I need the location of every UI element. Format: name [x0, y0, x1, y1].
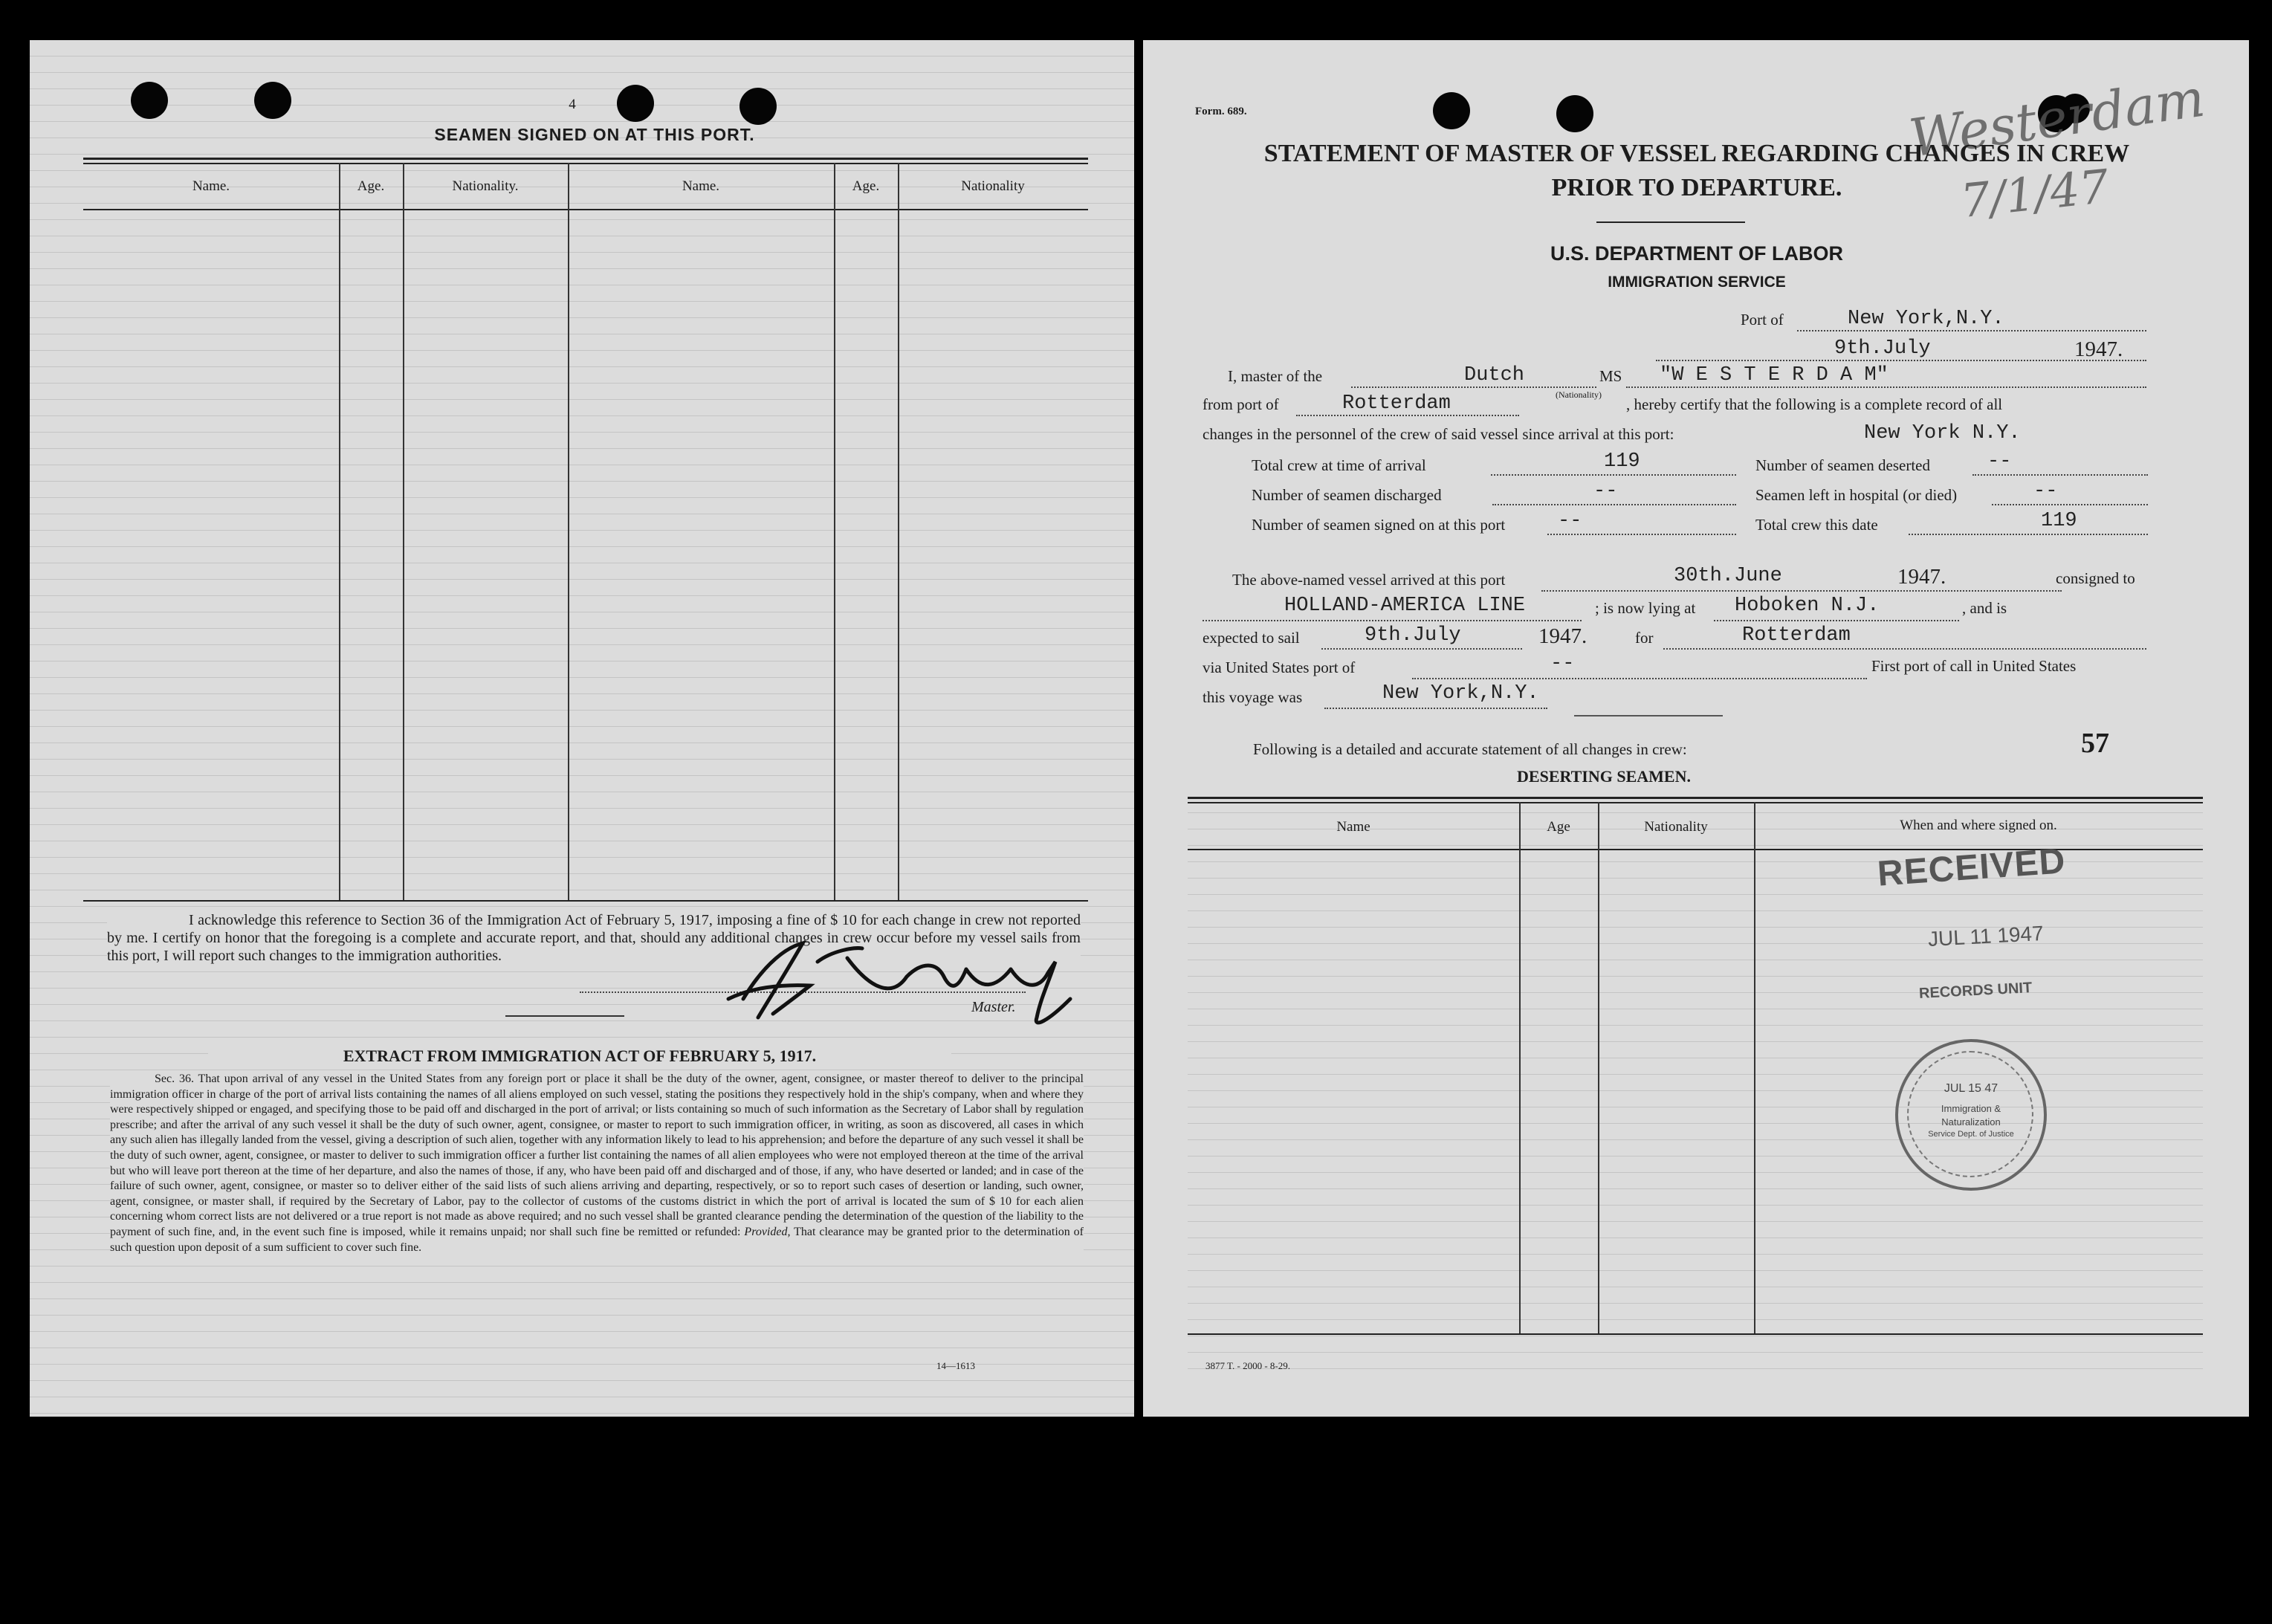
sail-date-field: 9th.July [1365, 624, 1461, 647]
column-header-age: Age [1547, 819, 1570, 835]
via-port-field: -- [1550, 653, 1575, 675]
column-header-age: Age. [852, 178, 880, 194]
column-header-age: Age. [357, 178, 385, 194]
master-signature [699, 917, 1115, 1036]
extract-text: Sec. 36. That upon arrival of any vessel in the United States from any foreign port or place it shall be the duty of the owner, agent, consignee, or master thereof to deliver to the principal immigration officer in charge of the port of arrival lists containing the names of all aliens employed on such vessel, stating the positions they respectively hold in the ship's company, when and where they were respectively shipped or engaged, and specifying those to be paid off and discharged in the port of arrival; or lists containing so much of such information as the Secretary of Labor shall by regulation prescribe; and after the arrival of any such vessel it shall be the duty of such owner, agent, consignee, or master to report to such immigration officer, in writing, as soon as discovered, all cases in which any such alien has illegally landed from the vessel, giving a description of such alien, together with any information likely to lead to his apprehension; and before the departure of any such vessel it shall be the duty of such owner, agent, consignee, or master to deliver to such immigration officer a further list containing the names of all alien employees who were not employed thereon at the time of the arrival but who will leave port thereon at the time of her departure, and also the names of those, if any, who have been paid off and discharged and of those, if any, who have deserted or landed; and in case of the failure of such owner, agent, consignee, or master so to deliver either of the said lists of such aliens arriving and departing, respectively, or so to report such cases of desertion or landing, such owner, agent, consignee, or master shall, if required by the Secretary of Labor, pay to the collector of customs of the customs district in which the port of arrival is located the sum of $ 10 for each alien concerning whom correct lists are not delivered or a true report is not made as above required; and no such vessel shall be granted clearance pending the determination of the question of the liability to the payment of such fine, and, in the event such fine is imposed, while it remains unpaid; nor shall such fine be remitted or refunded: Provided, That clearance may be granted prior to the determination of such question upon deposit of a sum sufficient to cover such fine. [110, 1072, 1084, 1255]
form-code: 3877 T. - 2000 - 8-29. [1205, 1360, 1290, 1371]
first-port-field: New York,N.Y. [1382, 682, 1539, 705]
year-field: 1947. [2074, 337, 2123, 361]
from-port-field: Rotterdam [1342, 392, 1451, 415]
column-header-name: Name. [192, 178, 230, 194]
acknowledgment-text: I acknowledge this reference to Section 36 of the Immigration Act of February 5, 1917, imposing a fine of $ 10 for each change in crew not reported by me. I certify on honor that the foregoing is a complete and accurate report, and that, should any additional changes in crew occur before my vessel sails from this port, I will report such changes to the immigration authorities. [107, 912, 1081, 964]
vessel-name-field: "W E S T E R D A M" [1660, 364, 1889, 386]
punch-hole [739, 88, 777, 125]
column-header-signed-on: When and where signed on. [1900, 818, 2057, 833]
extract-title: EXTRACT FROM IMMIGRATION ACT OF FEBRUARY 5, 1917. [208, 1046, 951, 1066]
port-field: New York,N.Y. [1848, 308, 2004, 330]
discharged-field: -- [1593, 480, 1618, 502]
destination-field: Rotterdam [1742, 624, 1851, 647]
total-crew-arrival-field: 119 [1604, 450, 1640, 473]
total-crew-date-field: 119 [2041, 510, 2077, 532]
master-label: Master. [971, 999, 1016, 1015]
hospital-field: -- [2033, 480, 2058, 502]
arrival-port-field: New York N.Y. [1864, 422, 2021, 444]
column-header-name: Name [1336, 819, 1370, 835]
punch-hole [1433, 92, 1470, 129]
naturalization-seal: JUL 15 47 Immigration & Naturalization Service Dept. of Justice [1895, 1039, 2047, 1191]
lying-at-field: Hoboken N.J. [1735, 595, 1880, 617]
service-name: IMMIGRATION SERVICE [1608, 274, 1786, 291]
punch-hole [131, 82, 168, 119]
column-header-nationality: Nationality. [452, 178, 519, 194]
punch-hole [254, 82, 291, 119]
right-page: Form. 689. Westerdam 7/1/47 STATEMENT OF MASTER OF VESSEL REGARDING CHANGES IN CREW PRIOR TO DEPARTURE. U.S. DEPARTMENT OF LABOR IMMIGRATION SERVICE Port of New York,N.Y. 9th.July 1947. I, master of the Dutch (Nationality) MS "W E S T E R D A M" from port of Rotterdam , hereby certify that the following is a complete record of all changes in the personnel of the crew of said vessel since arrival at this port: New York N.Y. Total crew at time of arrival 119 Number of seamen deserted -- Number of seamen discharged -- Seamen left in hospital (or died) -- Number of seamen signed on at this port -- Total crew this date 119 The above-named vessel arrived at this port 30th.June 1947. consigned to HOLLAND-AMERICA LINE ; is now lying at Hoboken N.J. , and is expected to sail 9th.July 1947. for Rotterdam via United States port of -- First port of call in United States this voyage was New York,N.Y. Following is a detailed and accurate statement of all changes in crew: 57 DESERTING SEAMEN. Name Age Nationality When and where signed on. RECEIVED JUL 11 1947 RECORDS UNIT JUL 15 47 Immigration & Naturalization Service Dept. of Justice 3877 T. - 2000 - 8-29. [1143, 40, 2249, 1417]
punch-hole [617, 85, 654, 122]
nationality-field: Dutch [1464, 364, 1525, 386]
consignee-field: HOLLAND-AMERICA LINE [1284, 595, 1526, 617]
deserted-field: -- [1987, 450, 2012, 473]
table-heading: SEAMEN SIGNED ON AT THIS PORT. [434, 125, 755, 144]
column-header-name: Name. [682, 178, 720, 194]
arrival-date-field: 30th.June [1674, 565, 1782, 587]
sheet-number: 57 [2081, 728, 2109, 759]
handwritten-date: 7/1/47 [1958, 158, 2111, 229]
records-unit-stamp: RECORDS UNIT [1918, 980, 2033, 1002]
page-number: 4 [569, 97, 576, 112]
form-number: Form. 689. [1195, 106, 1247, 117]
left-page [30, 40, 1134, 1417]
form-title-line1: STATEMENT OF MASTER OF VESSEL REGARDING CHANGES IN CREW [1263, 140, 2130, 167]
signed-on-field: -- [1558, 510, 1582, 532]
received-stamp-date: JUL 11 1947 [1927, 921, 2045, 951]
deserting-heading: DESERTING SEAMEN. [1517, 767, 1691, 786]
department-name: U.S. DEPARTMENT OF LABOR [1550, 242, 1843, 265]
date-field: 9th.July [1834, 337, 1931, 360]
column-header-nationality: Nationality [961, 178, 1025, 194]
form-code: 14—1613 [936, 1360, 975, 1371]
punch-hole [1556, 95, 1593, 132]
form-title-line2: PRIOR TO DEPARTURE. [1551, 174, 1842, 201]
handwritten-vessel-name: Westerdam [1906, 67, 2209, 169]
column-header-nationality: Nationality [1644, 819, 1708, 835]
deserting-table [1188, 797, 2203, 1384]
received-stamp: RECEIVED [1876, 841, 2067, 894]
